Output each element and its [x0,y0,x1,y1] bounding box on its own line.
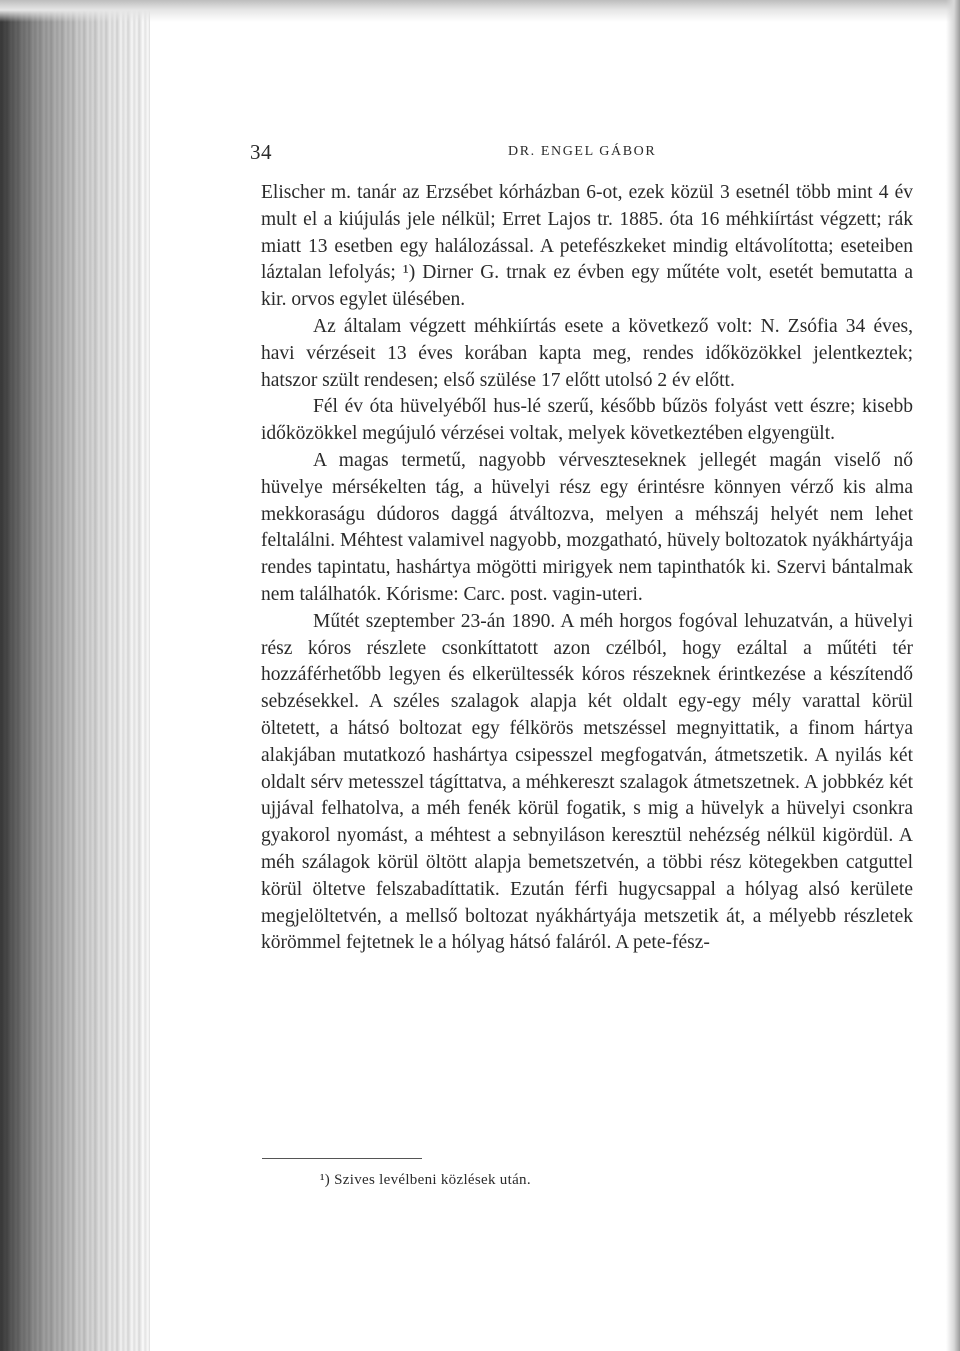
paragraph: Elischer m. tanár az Erzsébet kórházban 6-ot, ezek közül 3 esetnél több mint 4 év mult el a kiújulás jele nélkül; Erret Lajos tr. 1885. óta 16 méhkiírtást végzett; rák miatt 13 esetben egy halálozással. A petefészkeket mindig eltávolította; eseteiben láztalan lefolyás; ¹) Dirner G. trnak ez évben egy műtéte volt, esetét bemutatta a kir. orvos egylet ülésében. [261,182,913,311]
paragraph: Fél év óta hüvelyéből hus-lé szerű, később bűzös folyást vett észre; kisebb időközökkel megújuló vérzései voltak, melyek következtében elgyengült. [261,396,913,445]
page-header [250,140,914,164]
page-top-shadow [0,0,960,22]
paragraph: Műtét szeptember 23-án 1890. A méh horgos fogóval lehuzatván, a hüvelyi rész kóros részlete csonkíttatott azon czélból, hogy ezáltal a műtéti tér hozzáférhetőbb legyen és elkerültessék kóros részeknek érintkezése a készítendő sebzésekkel. A széles szalagok alapja két oldalt egy-egy mély varattal körül öltetett, a hátsó boltozat egy félkörös metszéssel megnyittatik, a finom hártya alakjában mutatkozó hashártya csipesszel megfogatván, átmetszetik. A nyilás két oldalt sérv metesszel tágíttatva, a méhkereszt szalagok átmetszetnek. A jobbkéz két ujjával felhatolva, a méh fenék körül fogatik, s mig a hüvelyk a hüvelyi csonkra gyakorol nyomást, a méhtest a sebnyiláson keresztül nehézség nélkül kigördül. A méh szálagok körül öltött alapja bemetszetvén, a többi rész kötegekben catguttel körül öltetve felszabadíttatik. Ezután férfi hugycsappal a hólyag alsó kerülete megjelöltetvén, a mellső boltozat nyákhártyája metszetik át, a mélyebb részletek körömmel fejtetnek le a hólyag hátsó faláról. A pete-fész- [261,610,913,954]
footnote-divider [262,1158,422,1159]
page-binding-shadow [0,0,150,1351]
body-text [261,180,913,957]
page-number: 34 [250,140,272,164]
page-right-edge [946,0,960,1351]
paragraph: Az általam végzett méhkiírtás esete a következő volt: N. Zsófia 34 éves, havi vérzéseit 13 éves korában kapta meg, rendes időközökkel jelentkeztek; hatszor szült rendesen; első szülése 17 előtt utolsó 2 év előtt. [261,315,913,391]
paragraph: A magas termetű, nagyobb vérveszteseknek jellegét magán viselő nő hüvelye mérsékelten tág, a hüvelyi rész egy érintésre könnyen vérző kis alma mekkoraságu dúdoros daggá átváltozva, melyen a méhszáj helyét nem lehet feltalálni. Méhtest valamivel nagyobb, mozgatható, hüvely boltozatok nyákhártyája rendes tapintatu, hashártya mögötti mirigyek nem tapinthatók ki. Szervi bántalmak nem találhatók. Kórisme: Carc. post. vagin-uteri. [261,449,913,605]
footnote: ¹) Szives levélbeni közlések után. [320,1172,531,1188]
running-head: DR. ENGEL GÁBOR [508,144,657,159]
